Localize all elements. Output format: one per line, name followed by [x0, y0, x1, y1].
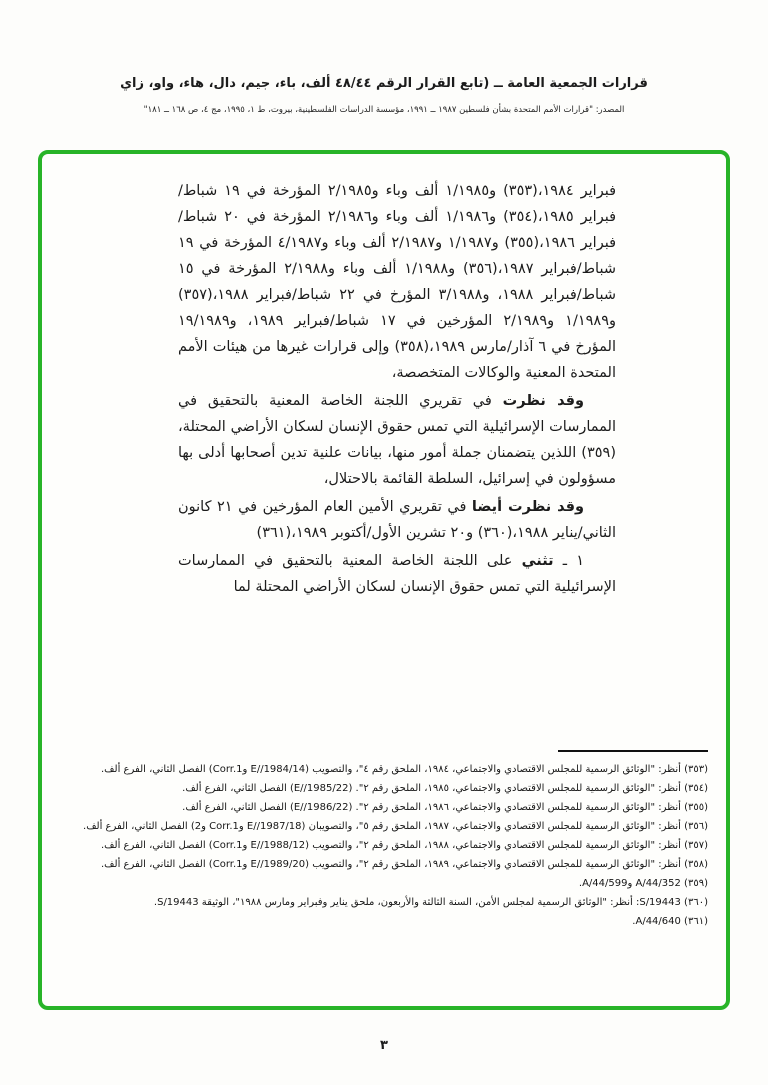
source-line: المصدر: "قرارات الأمم المتحدة بشأن فلسطين ١٩٨٧ ــ ١٩٩١، مؤسسة الدراسات الفلسطينية، بيروت، ط ١، ١٩٩٥، مج ٤، ص ١٦٨ ــ ١٨١": [143, 105, 625, 115]
footnote: (٣٥٤) أنظر: "الوثائق الرسمية للمجلس الاقتصادي والاجتماعي، ١٩٨٥، الملحق رقم ٢". (E//1985/22) الفصل الثاني، الفرع ألف.: [182, 783, 708, 794]
paragraph-text: في تقريري الأمين العام المؤرخين في ٢١ كانون الثاني/يناير ١٩٨٨،(٣٦٠) و٢٠ تشرين الأول/أكتوبر ١٩٨٩،(٣٦١): [178, 499, 616, 541]
footnote: (٣٦٠) S/19443: أنظر: "الوثائق الرسمية لمجلس الأمن، السنة الثالثة والأربعون، ملحق يناير وفبراير ومارس ١٩٨٨"، الوثيقة S/19443.: [153, 897, 708, 908]
paragraph: [178, 178, 616, 386]
paragraph-text: في تقريري اللجنة الخاصة المعنية بالتحقيق في الممارسات الإسرائيلية التي تمس حقوق الإنسان لسكان الأراضي المحتلة،(٣٥٩) اللذين يتضمنان جملة أمور منها، بيانات علنية تدين أصحابها أدلى بها مسؤولون في إسرائيل، السلطة القائمة بالاحتلال،: [178, 393, 616, 487]
paragraph-lead: تثني: [521, 553, 554, 569]
footnote: (٣٥٦) أنظر: "الوثائق الرسمية للمجلس الاقتصادي والاجتماعي، ١٩٨٧، الملحق رقم ٥"، والتصويبان (E//1987/18 وCorr.1 و2) الفصل الثاني، الفرع ألف.: [83, 821, 708, 832]
paragraph-lead: وقد نظرت: [502, 393, 584, 409]
paragraph: [178, 494, 616, 546]
paragraph-text: على اللجنة الخاصة المعنية بالتحقيق في الممارسات الإسرائيلية التي تمس حقوق الإنسان لسكان الأراضي المحتلة لما: [178, 553, 616, 595]
footnote-separator: [558, 750, 708, 752]
footnotes-section: [66, 750, 708, 931]
page-number: ٣: [380, 1038, 388, 1053]
footnote: (٣٥٨) أنظر: "الوثائق الرسمية للمجلس الاقتصادي والاجتماعي، ١٩٨٩، الملحق رقم ٢"، والتصويب (E//1989/20 وCorr.1) الفصل الثاني، الفرع ألف.: [101, 859, 708, 870]
paragraph: [178, 548, 616, 600]
footnote: (٣٥٧) أنظر: "الوثائق الرسمية للمجلس الاقتصادي والاجتماعي، ١٩٨٨، الملحق رقم ٢"، والتصويب (E//1988/12 وCorr.1) الفصل الثاني، الفرع ألف.: [101, 840, 708, 851]
paragraph-lead: وقد نظرت أيضا: [471, 499, 584, 515]
footnote: (٣٦١) A/44/640.: [632, 916, 708, 927]
green-highlight-box: [38, 150, 730, 1010]
footnote: (٣٥٩) A/44/352 وA/44/599.: [578, 878, 708, 889]
footnote: (٣٥٥) أنظر: "الوثائق الرسمية للمجلس الاقتصادي والاجتماعي، ١٩٨٦، الملحق رقم ٢". (E//1986/22) الفصل الثاني، الفرع ألف.: [182, 802, 708, 813]
paragraph-prefix: ١ ـ: [553, 553, 584, 569]
body-text: [178, 178, 616, 602]
paragraph-text: فبراير ١٩٨٤،(٣٥٣) و١/١٩٨٥ ألف وباء و٢/١٩٨٥ المؤرخة في ١٩ شباط/فبراير ١٩٨٥،(٣٥٤) و١/١٩٨٦ ألف وباء و٢/١٩٨٦ المؤرخة في ٢٠ شباط/فبراير ١٩٨٦،(٣٥٥) و١/١٩٨٧ و٢/١٩٨٧ ألف وباء و٤/١٩٨٧ المؤرخة في ١٩ شباط/فبراير ١٩٨٧،(٣٥٦) و١/١٩٨٨ ألف وباء و٢/١٩٨٨ المؤرخة في ١٥ شباط/فبراير ١٩٨٨، و٣/١٩٨٨ المؤرخ في ٢٢ شباط/فبراير ١٩٨٨،(٣٥٧) و١/١٩٨٩ و٢/١٩٨٩ المؤرخين في ١٧ شباط/فبراير ١٩٨٩، و١٩/١٩٨٩ المؤرخ في ٦ آذار/مارس ١٩٨٩،(٣٥٨) وإلى قرارات غيرها من هيئات الأمم المتحدة المعنية والوكالات المتخصصة،: [178, 183, 617, 381]
footnote: (٣٥٣) أنظر: "الوثائق الرسمية للمجلس الاقتصادي والاجتماعي، ١٩٨٤، الملحق رقم ٤"، والتصويب (E//1984/14 وCorr.1) الفصل الثاني، الفرع ألف.: [101, 764, 708, 775]
page-title: قرارات الجمعية العامة ــ (تابع القرار الرقم ٤٨/٤٤ ألف، باء، جيم، دال، هاء، واو، زاي: [120, 76, 648, 91]
paragraph: [178, 388, 616, 492]
